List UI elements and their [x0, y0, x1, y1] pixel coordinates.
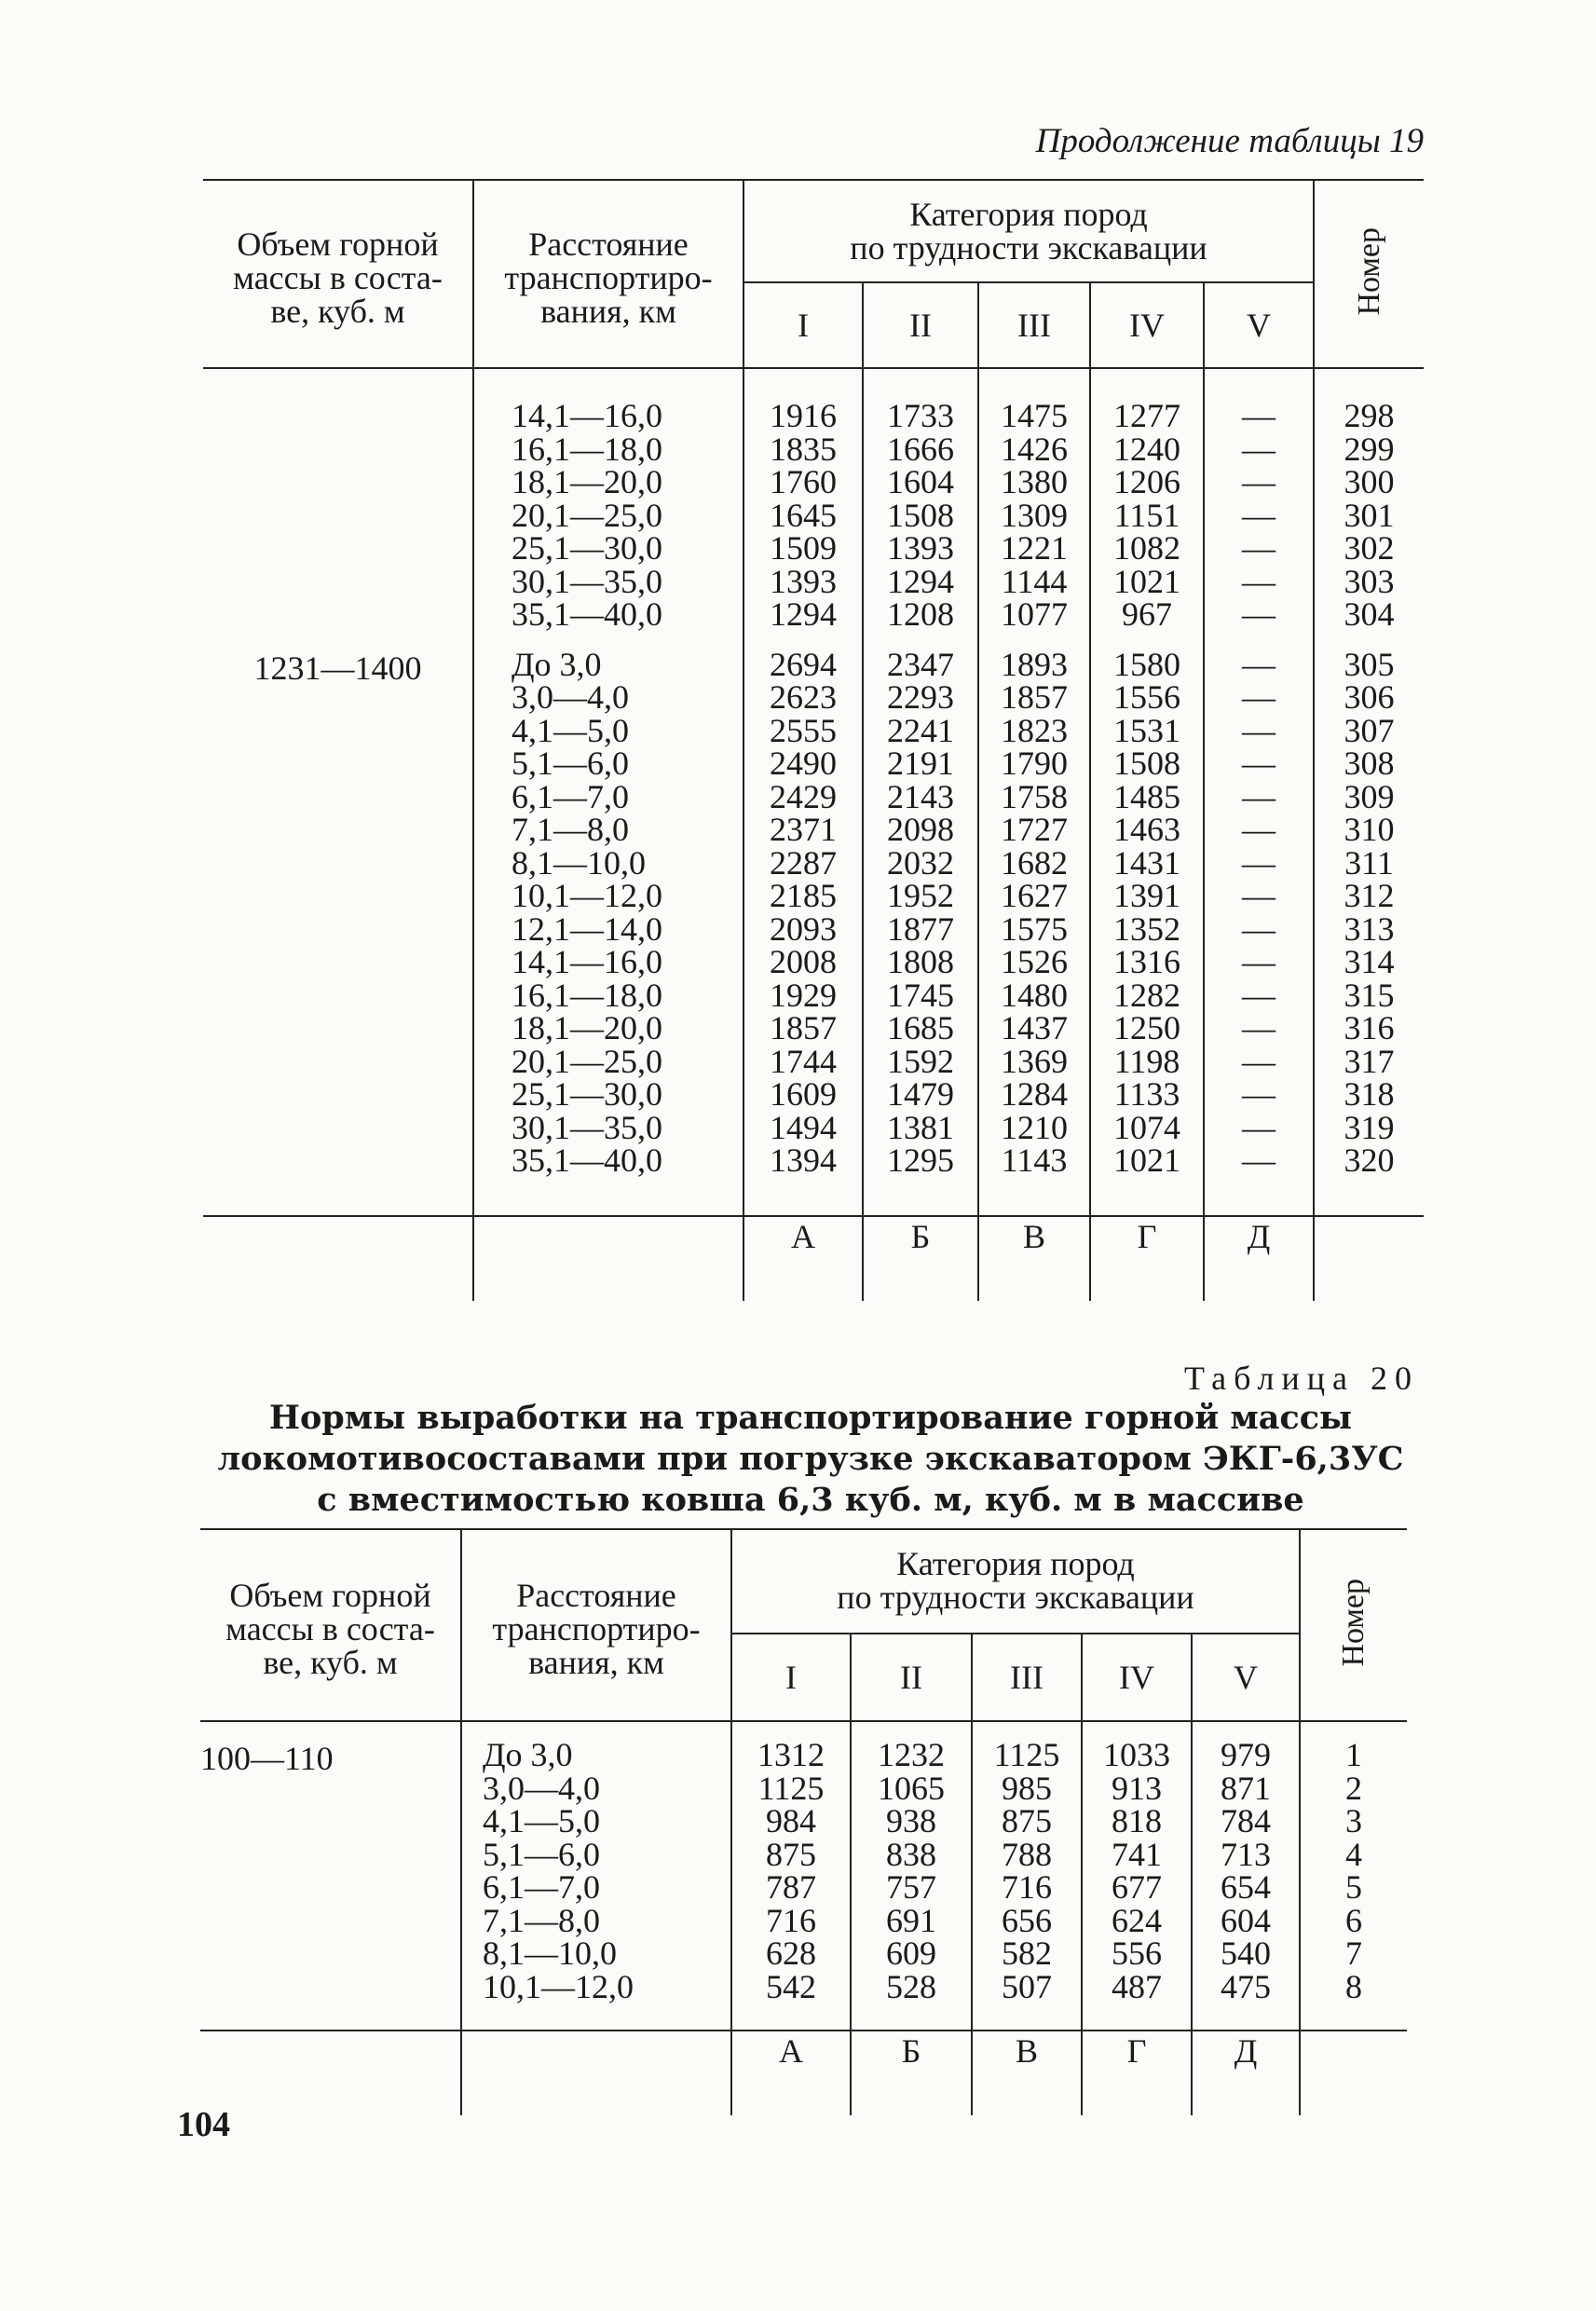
t20-cat1-col — [732, 1736, 850, 2005]
table-cell: 1479 — [887, 1075, 954, 1113]
table-cell: — — [1242, 1075, 1275, 1113]
table-cell: 16,1—18,0 — [512, 976, 662, 1014]
table-cell: 6,1—7,0 — [512, 777, 629, 815]
table-cell: 8,1—10,0 — [512, 843, 646, 882]
cat5-col-b — [1205, 645, 1313, 1179]
table-cell: 1508 — [887, 496, 954, 534]
table-cell: 507 — [1002, 1967, 1052, 2005]
table-cell: 316 — [1344, 1009, 1395, 1046]
table-cell: 1077 — [1001, 595, 1068, 633]
t20-cat5-col — [1193, 1736, 1299, 2005]
table-cell: 1369 — [1001, 1042, 1068, 1080]
number-col-a — [1315, 397, 1424, 633]
table-cell: 1393 — [770, 562, 837, 600]
table-cell: 2694 — [770, 645, 837, 683]
number-col-b — [1315, 645, 1424, 1179]
t20-letter-d: Д — [1192, 2031, 1300, 2115]
table-cell: 1133 — [1113, 1075, 1180, 1113]
table-cell: 320 — [1344, 1142, 1395, 1179]
table-cell: 8 — [1345, 1967, 1362, 2005]
table-cell: 18,1—20,0 — [512, 1009, 662, 1046]
page-number: 104 — [177, 2105, 230, 2144]
table-cell: 2241 — [887, 711, 954, 749]
table-cell: 317 — [1344, 1042, 1395, 1080]
table-cell: 1206 — [1113, 463, 1180, 500]
table-cell: 1580 — [1113, 645, 1180, 683]
table-cell: 1575 — [1001, 909, 1068, 948]
t20-letter-v: В — [972, 2031, 1082, 2115]
table-cell: 2185 — [770, 877, 837, 914]
table-cell: 542 — [766, 1967, 816, 2005]
t20-cat2-col — [852, 1736, 971, 2005]
t20-distance-col — [483, 1736, 730, 2005]
table-cell: 528 — [886, 1967, 936, 2005]
table-cell: 1485 — [1113, 777, 1180, 815]
distance-col-b — [512, 645, 743, 1179]
table-cell: 984 — [766, 1802, 816, 1839]
table-cell: 1312 — [757, 1736, 825, 1773]
table-cell: 1033 — [1103, 1736, 1170, 1773]
table-cell: 1125 — [993, 1736, 1060, 1773]
table-cell: — — [1242, 430, 1275, 468]
header-distance: Расстояние транспортиро- вания, км — [473, 180, 743, 368]
table-cell: 3,0—4,0 — [483, 1769, 600, 1807]
table-cell: 487 — [1112, 1967, 1162, 2005]
cat5-col-a — [1205, 397, 1313, 633]
table-cell: 1151 — [1113, 496, 1180, 534]
table-cell: 1352 — [1113, 909, 1180, 948]
table-cell: 308 — [1344, 745, 1395, 782]
table-cell: 1835 — [770, 430, 837, 468]
table-cell: 310 — [1344, 811, 1395, 848]
table-cell: 2191 — [887, 745, 954, 782]
letter-b: Б — [863, 1216, 978, 1301]
table-cell: 1929 — [770, 976, 837, 1014]
table-19 — [203, 179, 1424, 1301]
table-cell: 741 — [1112, 1835, 1162, 1873]
table-cell: 1744 — [770, 1042, 837, 1080]
table-cell: 298 — [1344, 397, 1395, 434]
cat1-col-a — [744, 397, 862, 633]
table-cell: 6 — [1345, 1901, 1362, 1939]
table-cell: 14,1—16,0 — [512, 397, 662, 434]
table-cell: 1143 — [1001, 1142, 1068, 1179]
cat4-col-a — [1091, 397, 1203, 633]
table-cell: — — [1242, 777, 1275, 815]
table-cell: 1208 — [887, 595, 954, 633]
t20-cat3-col — [973, 1736, 1081, 2005]
table-cell: 1431 — [1113, 843, 1180, 882]
table-cell: 985 — [1002, 1769, 1052, 1807]
table-cell: 3,0—4,0 — [512, 678, 629, 716]
table-cell: 1394 — [770, 1142, 837, 1179]
table-cell: — — [1242, 463, 1275, 500]
table-cell: 311 — [1344, 843, 1394, 882]
table-cell: 4,1—5,0 — [512, 711, 629, 749]
table-cell: 2098 — [887, 811, 954, 848]
table-cell: 787 — [766, 1868, 816, 1906]
table-cell: 1604 — [887, 463, 954, 500]
table-cell: 1682 — [1001, 843, 1068, 882]
table-cell: 1021 — [1113, 562, 1180, 600]
table-cell: 628 — [766, 1935, 816, 1972]
table-cell: 20,1—25,0 — [512, 496, 662, 534]
table-cell: 475 — [1221, 1967, 1271, 2005]
table-cell: 309 — [1344, 777, 1395, 815]
table-cell: 1210 — [1001, 1108, 1068, 1146]
table-cell: 1666 — [887, 430, 954, 468]
table-cell: 556 — [1112, 1935, 1162, 1972]
table-cell: 979 — [1221, 1736, 1271, 1773]
table-cell: — — [1242, 397, 1275, 434]
table-cell: 1893 — [1001, 645, 1068, 683]
table-cell: 8,1—10,0 — [483, 1935, 617, 1972]
table-cell: 2371 — [770, 811, 837, 848]
t20-header-number: Номер — [1300, 1529, 1407, 1721]
t20-header-cat-2: II — [851, 1634, 972, 1721]
table-cell: 3 — [1345, 1802, 1362, 1839]
table-cell: 2 — [1345, 1769, 1362, 1807]
table-cell: 4 — [1345, 1835, 1362, 1873]
table-20-title: Нормы выработки на транспортирование горной массы локомотивосоставами при погрузке экскаватором ЭКГ-6,3УС с вместимостью ковша 6,3 куб. м, куб. м в массиве — [217, 1399, 1404, 1519]
table-cell: 1494 — [770, 1108, 837, 1146]
table-cell: 656 — [1002, 1901, 1052, 1939]
table-cell: 913 — [1112, 1769, 1162, 1807]
table-cell: 301 — [1344, 496, 1395, 534]
t20-header-cat-4: IV — [1082, 1634, 1192, 1721]
header-cat-5: V — [1204, 282, 1314, 368]
table-cell: 1733 — [887, 397, 954, 434]
table-cell: 1294 — [887, 562, 954, 600]
table-cell: 1295 — [887, 1142, 954, 1179]
t20-number-col — [1301, 1736, 1407, 2005]
table-cell: 1125 — [757, 1769, 825, 1807]
table-cell: 35,1—40,0 — [512, 595, 662, 633]
table-cell: 1556 — [1113, 678, 1180, 716]
table-cell: 2093 — [770, 909, 837, 948]
table-cell: 713 — [1221, 1835, 1271, 1873]
table-cell: 624 — [1112, 1901, 1162, 1939]
table-cell: 312 — [1344, 877, 1395, 914]
header-category: Категория пород по трудности экскавации — [743, 180, 1314, 282]
letter-g: Г — [1090, 1216, 1204, 1301]
header-cat-2: II — [863, 282, 978, 368]
cat3-col-a — [979, 397, 1089, 633]
table-cell: 757 — [886, 1868, 936, 1906]
table-cell: 1531 — [1113, 711, 1180, 749]
header-cat-1: I — [743, 282, 863, 368]
table-cell: 2008 — [770, 943, 837, 980]
table-cell: 1508 — [1113, 745, 1180, 782]
volume-cell: 1231—1400 — [253, 650, 422, 687]
table-cell: — — [1242, 943, 1275, 980]
table-cell: 691 — [886, 1901, 936, 1939]
table-cell: 1221 — [1001, 529, 1068, 567]
table-cell: 1645 — [770, 496, 837, 534]
table-cell: 1381 — [887, 1108, 954, 1146]
table-cell: — — [1242, 1042, 1275, 1080]
table-cell: 305 — [1344, 645, 1395, 683]
table-cell: 1232 — [878, 1736, 945, 1773]
table-cell: 1250 — [1113, 1009, 1180, 1046]
table-cell: 1426 — [1001, 430, 1068, 468]
table-cell: 875 — [766, 1835, 816, 1873]
table-cell: До 3,0 — [512, 645, 602, 683]
table-cell: 1282 — [1113, 976, 1180, 1014]
table-cell: 302 — [1344, 529, 1395, 567]
t20-header-cat-1: I — [731, 1634, 851, 1721]
cat1-col-b — [744, 645, 862, 1179]
table-cell: 716 — [1002, 1868, 1052, 1906]
table-cell: 25,1—30,0 — [512, 1075, 662, 1113]
table-cell: 299 — [1344, 430, 1395, 468]
table-cell: 1952 — [887, 877, 954, 914]
cat3-col-b — [979, 645, 1089, 1179]
table-cell: 967 — [1122, 595, 1172, 633]
table-cell: 7,1—8,0 — [512, 811, 629, 848]
table-cell: 10,1—12,0 — [512, 877, 662, 914]
table-cell: 1463 — [1113, 811, 1180, 848]
table-cell: — — [1242, 496, 1275, 534]
table-cell: 2490 — [770, 745, 837, 782]
letter-d: Д — [1204, 1216, 1314, 1301]
table-cell: 306 — [1344, 678, 1395, 716]
table-cell: 30,1—35,0 — [512, 562, 662, 600]
header-number: Номер — [1314, 180, 1424, 368]
table-cell: 1685 — [887, 1009, 954, 1046]
table-cell: 1198 — [1113, 1042, 1180, 1080]
letter-a: А — [743, 1216, 863, 1301]
table-cell: — — [1242, 877, 1275, 914]
table-cell: 7,1—8,0 — [483, 1901, 600, 1939]
table-cell: 2347 — [887, 645, 954, 683]
t20-header-category: Категория пород по трудности экскавации — [731, 1529, 1300, 1634]
table-cell: 938 — [886, 1802, 936, 1839]
table-cell: 609 — [886, 1935, 936, 1972]
t20-header-distance: Расстояние транспортиро- вания, км — [461, 1529, 731, 1721]
table-cell: 2623 — [770, 678, 837, 716]
table-cell: 30,1—35,0 — [512, 1108, 662, 1146]
table-cell: 1877 — [887, 909, 954, 948]
table-cell: 582 — [1002, 1935, 1052, 1972]
table-cell: 1 — [1345, 1736, 1362, 1773]
table-cell: 5,1—6,0 — [512, 745, 629, 782]
table-cell: 1391 — [1113, 877, 1180, 914]
table-20 — [200, 1528, 1407, 2115]
table-cell: 314 — [1344, 943, 1395, 980]
table-cell: 788 — [1002, 1835, 1052, 1873]
table-cell: 1727 — [1001, 811, 1068, 848]
table-cell: 1316 — [1113, 943, 1180, 980]
table-cell: 1144 — [1001, 562, 1068, 600]
t20-letter-a: А — [731, 2031, 851, 2115]
table-cell: 654 — [1221, 1868, 1271, 1906]
table-cell: 1857 — [770, 1009, 837, 1046]
table-cell: 2555 — [770, 711, 837, 749]
table-cell: 1916 — [770, 397, 837, 434]
table-cell: 16,1—18,0 — [512, 430, 662, 468]
table-cell: 1857 — [1001, 678, 1068, 716]
t20-letter-g: Г — [1082, 2031, 1192, 2115]
table-cell: 1021 — [1113, 1142, 1180, 1179]
t20-header-cat-5: V — [1192, 1634, 1300, 1721]
table-cell: — — [1242, 909, 1275, 948]
t20-header-cat-3: III — [972, 1634, 1082, 1721]
table-cell: 1745 — [887, 976, 954, 1014]
table-cell: 318 — [1344, 1075, 1395, 1113]
table-cell: — — [1242, 843, 1275, 882]
table-cell: 303 — [1344, 562, 1395, 600]
table-cell: 18,1—20,0 — [512, 463, 662, 500]
table-cell: 871 — [1221, 1769, 1271, 1807]
table-cell: 1277 — [1113, 397, 1180, 434]
table-cell: 838 — [886, 1835, 936, 1873]
table-cell: — — [1242, 976, 1275, 1014]
table-cell: 5 — [1345, 1868, 1362, 1906]
table-cell: 716 — [766, 1901, 816, 1939]
table-cell: 12,1—14,0 — [512, 909, 662, 948]
table-cell: 35,1—40,0 — [512, 1142, 662, 1179]
table-cell: 2429 — [770, 777, 837, 815]
table-cell: 1475 — [1001, 397, 1068, 434]
header-cat-3: III — [978, 282, 1090, 368]
table-cell: 1437 — [1001, 1009, 1068, 1046]
table-cell: 10,1—12,0 — [483, 1967, 634, 2005]
table-cell: 1509 — [770, 529, 837, 567]
table-cell: 307 — [1344, 711, 1395, 749]
table-cell: — — [1242, 562, 1275, 600]
table-cell: 1760 — [770, 463, 837, 500]
table-cell: 1480 — [1001, 976, 1068, 1014]
table-cell: — — [1242, 1009, 1275, 1046]
table-cell: 1758 — [1001, 777, 1068, 815]
table-cell: 6,1—7,0 — [483, 1868, 600, 1906]
table-cell: 1526 — [1001, 943, 1068, 980]
table-cell: 1284 — [1001, 1075, 1068, 1113]
table-cell: 20,1—25,0 — [512, 1042, 662, 1080]
table-cell: 1808 — [887, 943, 954, 980]
table-cell: 540 — [1221, 1935, 1271, 1972]
letter-v: В — [978, 1216, 1090, 1301]
table-cell: 1393 — [887, 529, 954, 567]
cat2-col-a — [864, 397, 977, 633]
distance-col-a — [512, 397, 743, 633]
table-cell: 14,1—16,0 — [512, 943, 662, 980]
table-cell: 304 — [1344, 595, 1395, 633]
table-cell: 2143 — [887, 777, 954, 815]
table-cell: 784 — [1221, 1802, 1271, 1839]
table-cell: 2287 — [770, 843, 837, 882]
table-cell: — — [1242, 1108, 1275, 1146]
table-cell: — — [1242, 711, 1275, 749]
table-cell: — — [1242, 745, 1275, 782]
cat4-col-b — [1091, 645, 1203, 1179]
table-cell: 1790 — [1001, 745, 1068, 782]
table-cell: 875 — [1002, 1802, 1052, 1839]
table-cell: 1380 — [1001, 463, 1068, 500]
table-cell: 7 — [1345, 1935, 1362, 1972]
header-volume: Объем горной массы в соста- ве, куб. м — [203, 180, 473, 368]
table-cell: 5,1—6,0 — [483, 1835, 600, 1873]
table-cell: 677 — [1112, 1868, 1162, 1906]
header-cat-4: IV — [1090, 282, 1204, 368]
table-cell: 1082 — [1113, 529, 1180, 567]
t20-cat4-col — [1083, 1736, 1191, 2005]
table-cell: 1240 — [1113, 430, 1180, 468]
table-cell: — — [1242, 595, 1275, 633]
continuation-caption: Продолжение таблицы 19 — [1035, 122, 1424, 160]
table-cell: — — [1242, 811, 1275, 848]
table-cell: 1823 — [1001, 711, 1068, 749]
table-cell: 2293 — [887, 678, 954, 716]
cat2-col-b — [864, 645, 977, 1179]
table-cell: 300 — [1344, 463, 1395, 500]
table-cell: 1627 — [1001, 877, 1068, 914]
table-cell: 1065 — [878, 1769, 945, 1807]
table-cell: 25,1—30,0 — [512, 529, 662, 567]
table-20-caption: Таблица 20 — [1184, 1360, 1419, 1397]
table-cell: — — [1242, 529, 1275, 567]
table-cell: 604 — [1221, 1901, 1271, 1939]
table-cell: 1294 — [770, 595, 837, 633]
table-cell: 315 — [1344, 976, 1395, 1014]
t20-header-volume: Объем горной массы в соста- ве, куб. м — [200, 1529, 461, 1721]
table-cell: — — [1242, 678, 1275, 716]
table-cell: До 3,0 — [483, 1736, 573, 1773]
table-cell: 2032 — [887, 843, 954, 882]
table-cell: 4,1—5,0 — [483, 1802, 600, 1839]
table-cell: 1609 — [770, 1075, 837, 1113]
table-cell: 319 — [1344, 1108, 1395, 1146]
table-cell: — — [1242, 1142, 1275, 1179]
table-cell: 1592 — [887, 1042, 954, 1080]
table-cell: 1074 — [1113, 1108, 1180, 1146]
table-cell: 1309 — [1001, 496, 1068, 534]
table-cell: — — [1242, 645, 1275, 683]
table-cell: 818 — [1112, 1802, 1162, 1839]
table-cell: 313 — [1344, 909, 1395, 948]
t20-volume-cell: 100—110 — [200, 1740, 334, 1777]
t20-letter-b: Б — [851, 2031, 972, 2115]
